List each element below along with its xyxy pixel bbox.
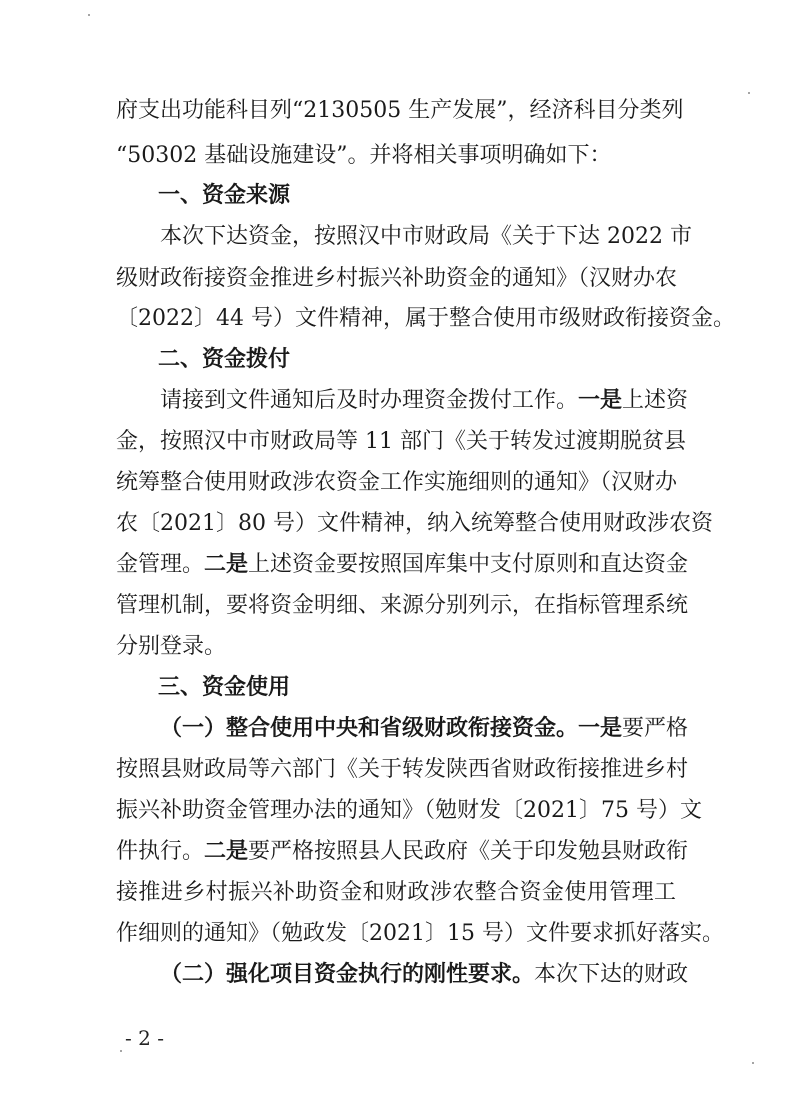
scan-speck: [88, 14, 90, 16]
text-line: 农〔2021〕80 号）文件精神，纳入统筹整合使用财政涉农资: [116, 511, 713, 536]
text-span: 上述资: [622, 388, 689, 413]
text-line: [116, 550, 689, 580]
text-line: 〔2022〕44 号）文件精神，属于整合使用市级财政衔接资金。: [116, 306, 735, 331]
text-span: 要严格: [622, 716, 689, 741]
text-line: [160, 960, 689, 990]
page-number: - 2 -: [125, 1026, 164, 1050]
text-line: [160, 714, 689, 744]
text-span: 金管理。: [116, 552, 205, 577]
subheading: （一）整合使用中央和省级财政衔接资金。: [160, 716, 579, 741]
text-span: 本次下达的财政: [534, 962, 689, 987]
scan-speck: [752, 1062, 754, 1064]
text-line: 振兴补助资金管理办法的通知》（勉财发〔2021〕75 号）文: [116, 798, 702, 823]
emphasis: 一是: [578, 716, 623, 741]
text-line: 金，按照汉中市财政局等 11 部门《关于转发过渡期脱贫县: [116, 429, 686, 454]
text-line: 级财政衔接资金推进乡村振兴补助资金的通知》（汉财办农: [116, 266, 678, 291]
text-line: 府支出功能科目列“2130505 生产发展”，经济科目分类列: [116, 98, 684, 123]
scan-speck: [748, 92, 750, 94]
text-line: 接推进乡村振兴补助资金和财政涉农整合资金使用管理工: [116, 880, 676, 905]
text-line: 按照县财政局等六部门《关于转发陕西省财政衔接推进乡村: [116, 757, 689, 782]
section-heading: 一、资金来源: [158, 183, 291, 208]
text-line: 统筹整合使用财政涉农资金工作实施细则的通知》（汉财办: [116, 470, 678, 495]
text-span: 件执行。: [116, 839, 205, 864]
text-line: 分别登录。: [116, 634, 227, 659]
section-heading: 二、资金拨付: [158, 347, 291, 372]
emphasis: 一是: [578, 388, 623, 413]
text-line: 管理机制，要将资金明细、来源分别列示，在指标管理系统: [116, 593, 689, 618]
section-heading: 三、资金使用: [158, 675, 291, 700]
scan-speck: [120, 1050, 122, 1052]
text-line: 本次下达资金，按照汉中市财政局《关于下达 2022 市: [160, 224, 692, 249]
text-line: 作细则的通知》（勉政发〔2021〕15 号）文件要求抓好落实。: [116, 921, 724, 946]
emphasis: 二是: [204, 839, 249, 864]
emphasis: 二是: [204, 552, 249, 577]
text-span: 上述资金要按照国库集中支付原则和直达资金: [248, 552, 689, 577]
text-span: 请接到文件通知后及时办理资金拨付工作。: [160, 388, 579, 413]
subheading: （二）强化项目资金执行的刚性要求。: [160, 962, 535, 987]
text-span: 要严格按照县人民政府《关于印发勉县财政衔: [248, 839, 689, 864]
text-line: “50302 基础设施建设”。并将相关事项明确如下：: [116, 143, 612, 168]
text-line: [160, 386, 689, 416]
text-line: [116, 837, 689, 867]
